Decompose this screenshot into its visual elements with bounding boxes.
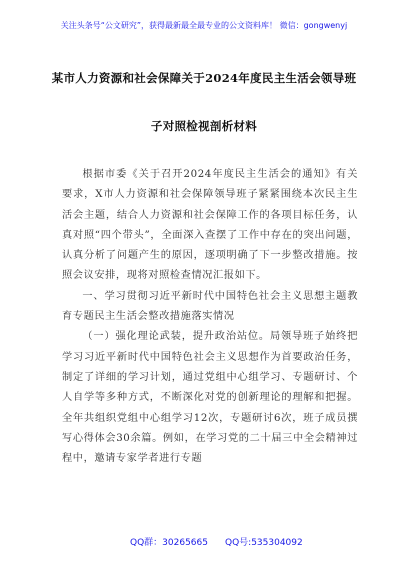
paragraph-intro: 根据市委《关于召开2024年度民主生活会的通知》有关要求，X市人力资源和社会保障领导班子紧紧围绕本次民主生活会主题，结合人力资源和社会保障工作的各项目标任务，认真对照“四个带头”，全面深入查摆了工作中存在的突出问题，认真分析了问题产生的原因，逐项明确了下一步整改措施。按照会议安排，现将对照检查情况汇报如下。 <box>62 169 358 282</box>
paragraph-item-1: （一）强化理论武装，提升政治站位。局领导班子始终把学习习近平新时代中国特色社会主义思想作为首要政治任务，制定了详细的学习计划，通过党组中心组学习、专题研讨、个人自学等多种方式，不断深化对党的创新理论的理解和把握。全年共组织党组中心组学习12次，专题研讨6次，班子成员撰写心得体会30余篇。例如，在学习党的二十届三中全会精神过程中，邀请专家学者进行专题 <box>62 331 358 465</box>
section-heading-1: 一、学习贯彻习近平新时代中国特色社会主义思想主题教育专题民主生活会整改措施落实情况 <box>62 290 358 323</box>
document-title-line-1: 某市人力资源和社会保障关于2024年度民主生活会领导班 <box>51 71 357 85</box>
document-title-line-2: 子对照检视剖析材料 <box>150 119 258 133</box>
footer-qq-number: QQ号:535304092 <box>225 538 303 548</box>
header-banner: 关注头条号“公文研究”，获得最新最全最专业的公文资料库！ 微信：gongwenyj <box>60 21 348 30</box>
document-body <box>62 165 358 469</box>
footer-qq-group: QQ群：30265665 <box>130 538 208 548</box>
